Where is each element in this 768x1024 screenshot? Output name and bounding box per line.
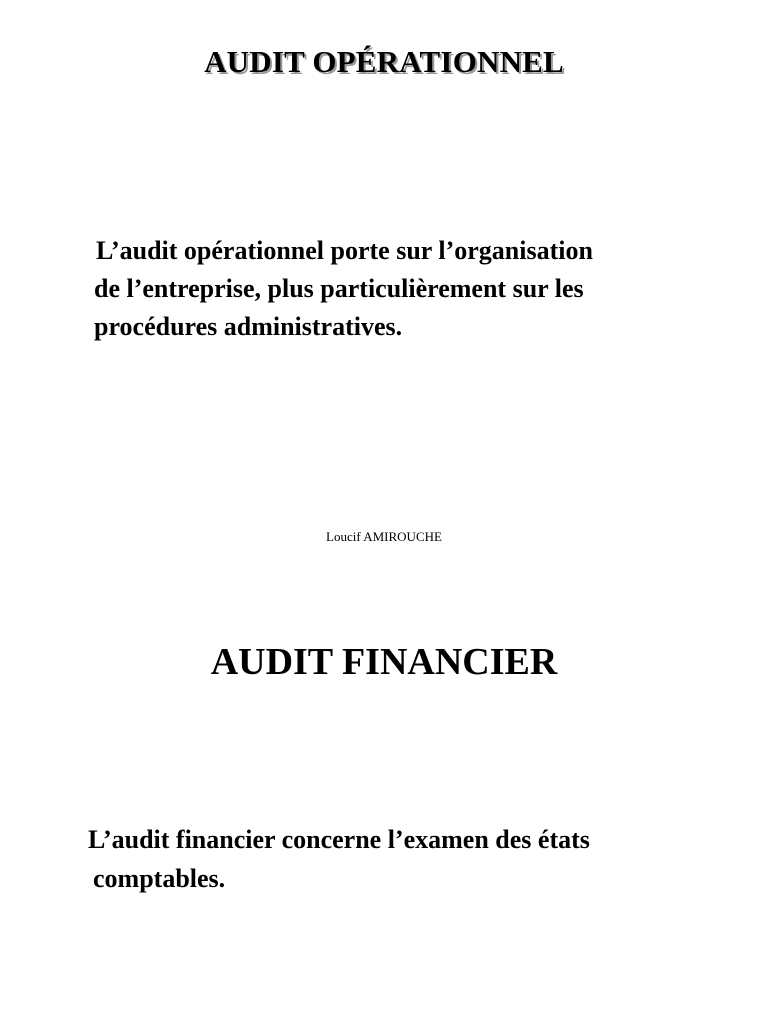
paragraph-audit-financier bbox=[88, 820, 708, 898]
paragraph-line: L’audit opérationnel porte sur l’organisation bbox=[96, 236, 593, 265]
section-heading-audit-operationnel: AUDIT OPÉRATIONNEL bbox=[204, 44, 564, 79]
paragraph-line: comptables. bbox=[93, 864, 226, 893]
author-name: Loucif AMIROUCHE bbox=[326, 529, 442, 544]
paragraph-line: L’audit financier concerne l’examen des états bbox=[88, 825, 590, 854]
section-heading-audit-financier: AUDIT FINANCIER bbox=[210, 641, 558, 683]
paragraph-line: de l’entreprise, plus particulièrement sur les bbox=[94, 274, 584, 303]
paragraph-audit-operationnel bbox=[94, 232, 694, 346]
paragraph-line: procédures administratives. bbox=[94, 312, 403, 341]
